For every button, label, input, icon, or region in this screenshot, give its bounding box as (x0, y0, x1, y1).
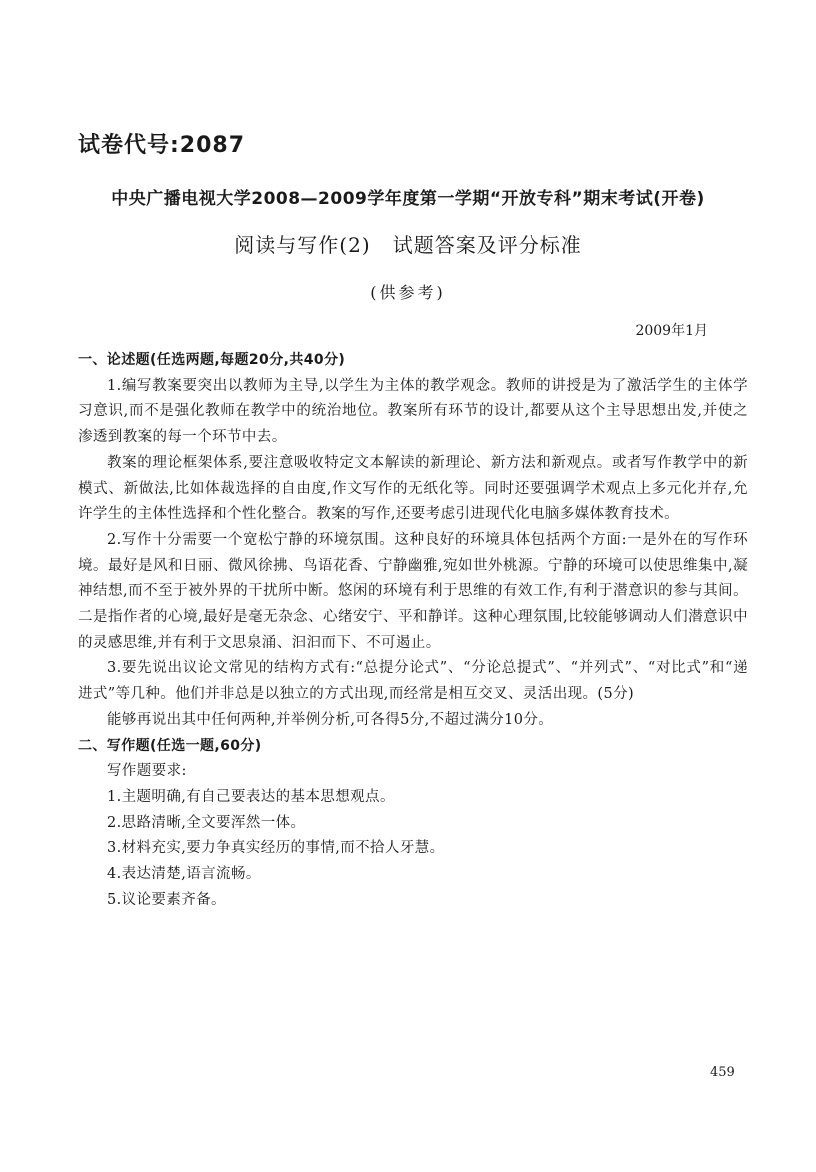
document-title: 阅读与写作(2) 试题答案及评分标准 (234, 233, 582, 257)
exam-header-line: 中央广播电视大学2008—2009学年度第一学期“开放专科”期末考试(开卷) (111, 189, 705, 209)
writing-requirement-item: 1.主题明确,有自己要表达的基本思想观点。 (107, 788, 395, 805)
writing-requirements-intro: 写作题要求: (107, 763, 187, 780)
section1-paragraph: 教案的理论框架体系,要注意吸收特定文本解读的新理论、新方法和新观点。或者写作教学中的新模式、新做法,比如体裁选择的自由度,作文写作的无纸化等。同时还要强调学术观点上多元化并存,允许学生的主体性选择和个性化整合。教案的写作,还要考虑引进现代化电脑多媒体教育技术。 (78, 454, 748, 523)
writing-requirement-item: 3.材料充实,要力争真实经历的事情,而不拾人牙慧。 (107, 840, 445, 857)
reference-note: (供参考) (370, 283, 446, 302)
section-heading-essay: 一、论述题(任选两题,每题20分,共40分) (78, 352, 346, 368)
section1-paragraph: 能够再说出其中任何两种,并举例分析,可各得5分,不超过满分10分。 (107, 711, 554, 728)
document-body (78, 348, 748, 913)
page-number: 459 (710, 1065, 735, 1080)
writing-requirement-item: 4.表达清楚,语言流畅。 (107, 866, 261, 883)
section1-paragraph: 1.编写教案要突出以教师为主导,以学生为主体的教学观念。教师的讲授是为了激活学生的主体学习意识,而不是强化教师在教学中的统治地位。教案所有环节的设计,都要从这个主导思想出发,并使之渗透到教案的每一个环节中去。 (78, 377, 748, 446)
section-heading-writing: 二、写作题(任选一题,60分) (78, 737, 262, 754)
document-date: 2009年1月 (635, 323, 708, 339)
exam-code: 试卷代号:2087 (78, 133, 246, 158)
writing-requirement-item: 5.议论要素齐备。 (107, 891, 226, 908)
section1-paragraph: 3.要先说出议论文常见的结构方式有:“总提分论式”、“分论总提式”、“并列式”、“对比式”和“递进式”等几种。他们并非总是以独立的方式出现,而经常是相互交叉、灵活出现。(5分) (78, 660, 748, 703)
section1-paragraph: 2.写作十分需要一个宽松宁静的环境氛围。这种良好的环境具体包括两个方面:一是外在的写作环境。最好是风和日丽、微风徐拂、鸟语花香、宁静幽雅,宛如世外桃源。宁静的环境可以使思维集中,凝神结想,而不至于被外界的干扰所中断。悠闲的环境有利于思维的有效工作,有利于潜意识的参与其间。二是指作者的心境,最好是毫无杂念、心绪安宁、平和静详。这种心理氛围,比较能够调动人们潜意识中的灵感思维,并有利于文思泉涌、汩汩而下、不可遏止。 (78, 531, 748, 651)
writing-requirement-item: 2.思路清晰,全文要浑然一体。 (107, 814, 306, 831)
